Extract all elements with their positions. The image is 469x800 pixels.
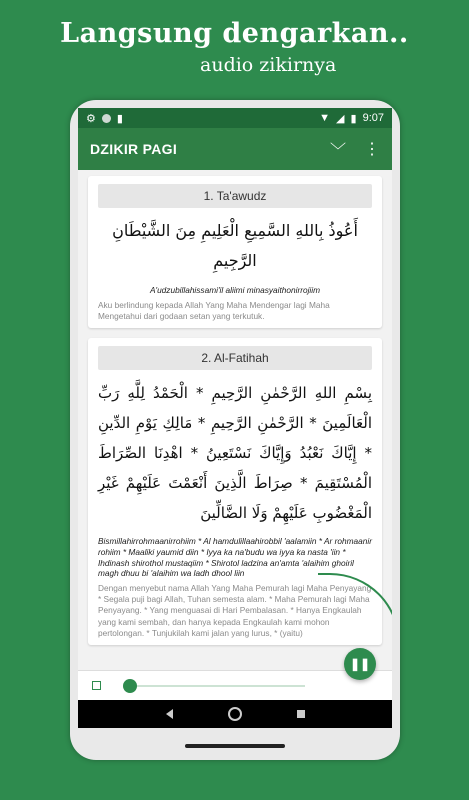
phone-frame bbox=[70, 100, 400, 760]
stop-icon[interactable] bbox=[92, 681, 101, 690]
pause-button[interactable] bbox=[344, 648, 376, 680]
wifi-icon: ▼ bbox=[319, 112, 331, 124]
translation-text: Dengan menyebut nama Allah Yang Maha Pemurah lagi Maha Penyayang * Segala puji bagi Allah, Tuhan semesta alam. * Maha Pemurah lagi Maha Penyayang. * Yang menguasai di Hari Pembalasan. * Hanya Engkaulah yang kami sembah, dan hanya kepada Engkaulah kami mohon pertolongan. * Tunjukilah kami jalan yang lurus, * (yaitu) bbox=[98, 583, 372, 638]
speaker-grille bbox=[185, 744, 285, 748]
status-time: 9:07 bbox=[362, 112, 384, 124]
translation-text: Aku berlindung kepada Allah Yang Maha Mendengar lagi Maha Mengetahui dari godaan setan yang terkutuk. bbox=[98, 299, 330, 321]
latin-text: Bismillahirrohmaanirrohiim * Al hamdulillaahirobbil 'aalamiin * Ar rohmaanir rohiim * Maaliki yaumid diin * Iyya ka na'budu wa iyya ka nasta 'iin * Ihdinash shirothol mustaqiim * Shirotol ladzina an'amta 'alaihim ghoiril magh dhuu bi 'alaihim wa ladh dhool liin bbox=[98, 535, 372, 579]
dzikir-card bbox=[88, 176, 382, 328]
audio-seekbar[interactable] bbox=[125, 685, 305, 687]
hero-subtitle: audio zikirnya bbox=[200, 54, 337, 76]
gear-icon: ⚙ bbox=[86, 112, 96, 125]
pause-icon: ❚❚ bbox=[349, 657, 371, 671]
seekbar-thumb[interactable] bbox=[123, 679, 137, 693]
dzikir-card bbox=[88, 338, 382, 645]
hero-title: Langsung dengarkan.. bbox=[60, 18, 409, 49]
battery-icon: ▮ bbox=[350, 112, 357, 125]
card-title: 2. Al-Fatihah bbox=[98, 346, 372, 370]
system-nav-bar bbox=[78, 700, 392, 728]
signal-icon: ◢ bbox=[336, 112, 345, 125]
back-icon[interactable] bbox=[166, 709, 173, 719]
page-title: DZIKIR PAGI bbox=[90, 141, 178, 157]
home-icon[interactable] bbox=[228, 707, 242, 721]
sd-card-icon: ▮ bbox=[116, 112, 123, 125]
status-bar bbox=[78, 108, 392, 128]
app-bar bbox=[78, 128, 392, 170]
card-title: 1. Ta'awudz bbox=[98, 184, 372, 208]
recent-apps-icon[interactable] bbox=[297, 710, 305, 718]
arabic-text: بِسْمِ اللهِ الرَّحْمٰنِ الرَّحِيمِ * الْحَمْدُ لِلَّهِ رَبِّ الْعَالَمِينَ * الرَّحْمٰنِ الرَّحِيمِ * مَالِكِ يَوْمِ الدِّينِ * إِيَّاكَ نَعْبُدُ وَإِيَّاكَ نَسْتَعِينُ * اهْدِنَا الصِّرَاطَ الْمُسْتَقِيمَ * صِرَاطَ الَّذِينَ أَنْعَمْتَ عَلَيْهِمْ غَيْرِ الْمَغْضُوبِ عَلَيْهِمْ وَلَا الضَّالِّينَ bbox=[98, 383, 372, 522]
audio-player bbox=[78, 670, 392, 700]
arabic-text: أَعُوذُ بِاللهِ السَّمِيعِ الْعَلِيمِ مِنَ الشَّيْطَانِ الرَّجِيمِ bbox=[112, 221, 358, 271]
more-vert-icon[interactable]: ⋮ bbox=[364, 141, 380, 158]
circle-icon bbox=[102, 114, 111, 123]
latin-text: A'udzubillahissami'il aliimi minasyaithonirrojiim bbox=[149, 284, 321, 295]
phone-screen bbox=[78, 108, 392, 728]
chevron-down-icon[interactable]: ﹀ bbox=[329, 142, 346, 160]
dzikir-list[interactable] bbox=[78, 170, 392, 670]
